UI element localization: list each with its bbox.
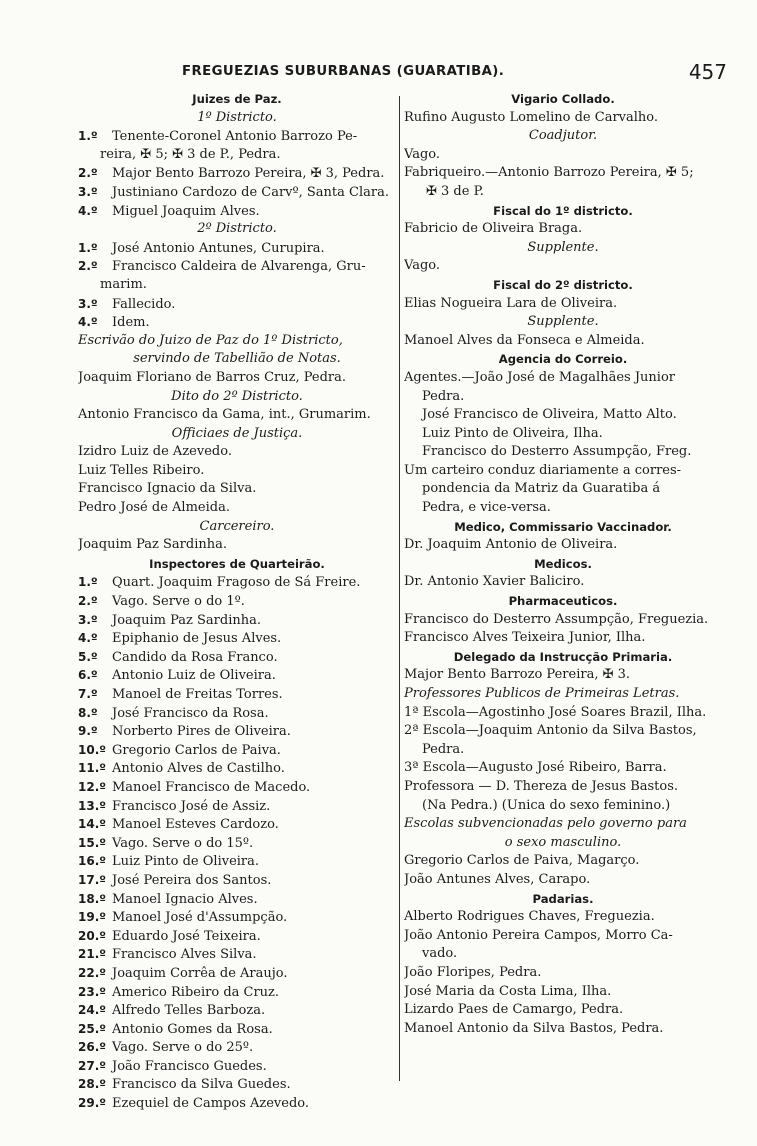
inspector-entry: 15.º Vago. Serve o do 15º. bbox=[78, 835, 254, 851]
page-number: 457 bbox=[688, 60, 727, 84]
medicos-heading: Medicos. bbox=[534, 556, 592, 571]
inspectores-list bbox=[78, 573, 396, 1112]
padaria-entry: João Antonio Pereira Campos, Morro Ca- bbox=[404, 927, 673, 943]
inspector-entry: 6.º Antonio Luiz de Oliveira. bbox=[78, 668, 276, 684]
inspector-entry: 4.º Epiphanio de Jesus Alves. bbox=[78, 631, 282, 647]
agente-entry: Francisco do Desterro Assumpção, Freg. bbox=[422, 444, 692, 460]
escrivao-heading: Escrivão do Juizo de Paz do 1º Districto, bbox=[78, 332, 343, 348]
inspector-entry: 12.º Manoel Francisco de Macedo. bbox=[78, 779, 311, 795]
escola-entry: 2ª Escola—Joaquim Antonio da Silva Bastos, bbox=[404, 723, 697, 739]
inspector-entry: 7.º Manoel de Freitas Torres. bbox=[78, 687, 283, 702]
juiz-entry: 1.º Tenente-Coronel Antonio Barrozo Pe- bbox=[78, 129, 358, 145]
professores-heading: Professores Publicos de Primeiras Letras. bbox=[404, 686, 680, 701]
pharma-entry: Francisco Alves Teixeira Junior, Ilha. bbox=[404, 630, 646, 646]
juiz-entry: 4.º Miguel Joaquim Alves. bbox=[78, 203, 260, 219]
dito-heading: Dito do 2º Districto. bbox=[171, 388, 303, 404]
padaria-entry-cont: vado. bbox=[422, 946, 458, 962]
fabriqueiro-line: Fabriqueiro.—Antonio Barrozo Pereira, ✠ 5; bbox=[404, 165, 694, 181]
correio-heading: Agencia do Correio. bbox=[498, 352, 628, 367]
page-header bbox=[172, 60, 727, 86]
inspector-entry: 26.º Vago. Serve o do 25º. bbox=[78, 1040, 254, 1056]
escrivao-name: Joaquim Floriano de Barros Cruz, Pedra. bbox=[78, 369, 346, 385]
inspectores-heading: Inspectores de Quarteirão. bbox=[149, 556, 325, 571]
supplente2-heading: Supplente. bbox=[527, 314, 599, 330]
officiaes-entry: Pedro José de Almeida. bbox=[78, 500, 230, 516]
inspector-entry: 20.º Eduardo José Teixeira. bbox=[78, 928, 261, 944]
inspector-entry: 8.º José Francisco da Rosa. bbox=[78, 705, 269, 721]
page-title: FREGUEZIAS SUBURBANAS (GUARATIBA). bbox=[182, 64, 505, 79]
inspector-entry: 9.º Norberto Pires de Oliveira. bbox=[78, 724, 291, 740]
agente-entry: José Francisco de Oliveira, Matto Alto. bbox=[422, 407, 677, 423]
left-column bbox=[78, 90, 396, 1113]
subvencionada-entry: Gregorio Carlos de Paiva, Magarço. bbox=[404, 853, 640, 869]
padaria-entry: Manoel Antonio da Silva Bastos, Pedra. bbox=[404, 1020, 664, 1036]
subvencionada-entry: João Antunes Alves, Carapo. bbox=[404, 871, 591, 887]
juiz-entry: 2.º Francisco Caldeira de Alvarenga, Gru- bbox=[78, 259, 366, 275]
inspector-entry: 28.º Francisco da Silva Guedes. bbox=[78, 1077, 291, 1093]
agente-entry: Luiz Pinto de Oliveira, Ilha. bbox=[422, 425, 603, 441]
juizes-heading: Juizes de Paz. bbox=[192, 92, 282, 106]
officiaes-entry: Francisco Ignacio da Silva. bbox=[78, 481, 257, 497]
fiscal1-name: Fabricio de Oliveira Braga. bbox=[404, 221, 583, 237]
carcereiro-heading: Carcereiro. bbox=[199, 518, 275, 534]
supplente1-name: Vago. bbox=[404, 258, 440, 274]
vigario-name: Rufino Augusto Lomelino de Carvalho. bbox=[404, 109, 659, 125]
inspector-entry: 23.º Americo Ribeiro da Cruz. bbox=[78, 984, 280, 1000]
inspector-entry: 18.º Manoel Ignacio Alves. bbox=[78, 891, 258, 907]
escola-entry: 1ª Escola—Agostinho José Soares Brazil, Ilha. bbox=[404, 704, 707, 720]
pharma-entry: Francisco do Desterro Assumpção, Freguezia. bbox=[404, 611, 709, 627]
subvencionadas-heading-cont: o sexo masculino. bbox=[504, 834, 622, 850]
inspector-entry: 19.º Manoel José d'Assumpção. bbox=[78, 910, 288, 926]
escola-entry: Professora — D. Thereza de Jesus Bastos. bbox=[404, 778, 679, 794]
carteiro-line: Pedra, e vice-versa. bbox=[422, 500, 551, 516]
juiz-entry: 1.º José Antonio Antunes, Curupira. bbox=[78, 240, 325, 256]
supplente1-heading: Supplente. bbox=[527, 239, 599, 255]
carcereiro-name: Joaquim Paz Sardinha. bbox=[78, 537, 227, 553]
escola-entry: 3ª Escola—Augusto José Ribeiro, Barra. bbox=[404, 760, 667, 776]
carteiro-line: Um carteiro conduz diariamente a corres- bbox=[404, 462, 682, 478]
dito-name: Antonio Francisco da Gama, int., Grumarim. bbox=[78, 407, 371, 423]
inspector-entry: 22.º Joaquim Corrêa de Araujo. bbox=[78, 965, 288, 981]
delegado-heading: Delegado da Instrucção Primaria. bbox=[453, 649, 673, 664]
pharma-heading: Pharmaceuticos. bbox=[508, 594, 618, 609]
fiscal1-heading: Fiscal do 1º districto. bbox=[493, 203, 633, 218]
carteiro-line: pondencia da Matriz da Guaratiba á bbox=[422, 481, 661, 497]
juiz-entry-cont: reira, ✠ 5; ✠ 3 de P., Pedra. bbox=[100, 146, 281, 162]
inspector-entry: 1.º Quart. Joaquim Fragoso de Sá Freire. bbox=[78, 575, 361, 591]
inspector-entry: 5.º Candido da Rosa Franco. bbox=[78, 649, 278, 665]
officiaes-heading: Officiaes de Justiça. bbox=[171, 425, 303, 441]
officiaes-entry: Izidro Luiz de Azevedo. bbox=[78, 444, 232, 460]
juiz-entry: 3.º Fallecido. bbox=[78, 296, 176, 312]
agentes-line-cont: Pedra. bbox=[422, 388, 465, 404]
padarias-heading: Padarias. bbox=[532, 891, 594, 906]
inspector-entry: 16.º Luiz Pinto de Oliveira. bbox=[78, 854, 260, 870]
officiaes-entry: Luiz Telles Ribeiro. bbox=[78, 462, 205, 478]
column-divider bbox=[399, 96, 400, 1081]
medicos-name: Dr. Antonio Xavier Baliciro. bbox=[404, 574, 585, 590]
padaria-entry: Lizardo Paes de Camargo, Pedra. bbox=[404, 1002, 624, 1018]
inspector-entry: 14.º Manoel Esteves Cardozo. bbox=[78, 817, 279, 833]
fiscal2-name: Elias Nogueira Lara de Oliveira. bbox=[404, 295, 618, 311]
distrito2-heading: 2º Districto. bbox=[197, 221, 277, 237]
fiscal2-heading: Fiscal do 2º districto. bbox=[493, 277, 633, 292]
coadjutor-name: Vago. bbox=[404, 146, 440, 162]
inspector-entry: 3.º Joaquim Paz Sardinha. bbox=[78, 612, 261, 628]
coadjutor-heading: Coadjutor. bbox=[528, 128, 598, 144]
inspector-entry: 2.º Vago. Serve o do 1º. bbox=[78, 594, 245, 610]
distrito1-heading: 1º Districto. bbox=[197, 109, 277, 125]
inspector-entry: 11.º Antonio Alves de Castilho. bbox=[78, 761, 285, 777]
escola-entry-cont: (Na Pedra.) (Unica do sexo feminino.) bbox=[422, 797, 671, 813]
vigario-heading: Vigario Collado. bbox=[511, 92, 615, 106]
inspector-entry: 27.º João Francisco Guedes. bbox=[78, 1058, 267, 1074]
inspector-entry: 13.º Francisco José de Assiz. bbox=[78, 798, 271, 814]
inspector-entry: 25.º Antonio Gomes da Rosa. bbox=[78, 1021, 273, 1037]
padaria-entry: José Maria da Costa Lima, Ilha. bbox=[404, 983, 612, 999]
fabriqueiro-line-cont: ✠ 3 de P. bbox=[426, 183, 484, 199]
juiz-entry: 3.º Justiniano Cardozo de Carvº, Santa Clara. bbox=[78, 184, 389, 200]
escola-entry-cont: Pedra. bbox=[422, 741, 465, 757]
supplente2-name: Manoel Alves da Fonseca e Almeida. bbox=[404, 332, 645, 348]
agentes-line: Agentes.—João José de Magalhães Junior bbox=[404, 369, 675, 385]
inspector-entry: 24.º Alfredo Telles Barboza. bbox=[78, 1003, 266, 1019]
padaria-entry: Alberto Rodrigues Chaves, Freguezia. bbox=[404, 909, 655, 925]
escrivao-heading-cont: servindo de Tabellião de Notas. bbox=[133, 351, 341, 367]
inspector-entry: 29.º Ezequiel de Campos Azevedo. bbox=[78, 1096, 310, 1112]
medico-comm-name: Dr. Joaquim Antonio de Oliveira. bbox=[404, 537, 618, 553]
medico-comm-heading: Medico, Commissario Vaccinador. bbox=[454, 519, 672, 534]
juiz-entry: 4.º Idem. bbox=[78, 315, 150, 331]
inspector-entry: 17.º José Pereira dos Santos. bbox=[78, 872, 272, 888]
inspector-entry: 10.º Gregorio Carlos de Paiva. bbox=[78, 742, 281, 758]
juiz-entry: 2.º Major Bento Barrozo Pereira, ✠ 3, Pedra. bbox=[78, 166, 385, 182]
padaria-entry: João Floripes, Pedra. bbox=[404, 964, 542, 980]
delegado-name: Major Bento Barrozo Pereira, ✠ 3. bbox=[404, 667, 631, 683]
right-column bbox=[404, 90, 722, 1038]
juiz-entry-cont: marim. bbox=[100, 276, 147, 292]
subvencionadas-heading: Escolas subvencionadas pelo governo para bbox=[404, 816, 687, 832]
inspector-entry: 21.º Francisco Alves Silva. bbox=[78, 947, 257, 963]
